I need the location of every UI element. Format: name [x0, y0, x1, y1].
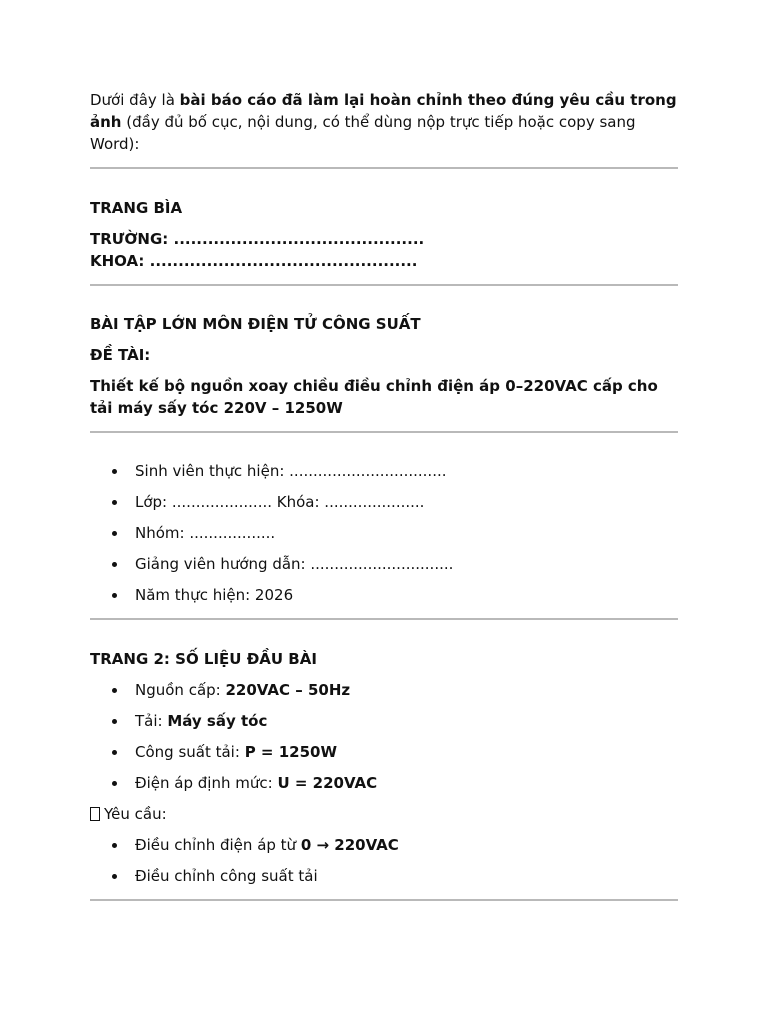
specs-list: [90, 679, 678, 803]
bullet-icon: [112, 719, 117, 724]
intro-paragraph: [90, 89, 678, 155]
list-item: [90, 834, 678, 865]
spec-label: Nguồn cấp:: [135, 681, 226, 699]
spec-value: P = 1250W: [244, 743, 337, 761]
list-item: [90, 460, 678, 491]
bullet-icon: [112, 688, 117, 693]
course-title: BÀI TẬP LỚN MÔN ĐIỆN TỬ CÔNG SUẤT: [90, 315, 421, 333]
topic-title: Thiết kế bộ nguồn xoay chiều điều chỉnh điện áp 0–220VAC cấp cho tải máy sấy tóc 220V – 1250W: [90, 377, 658, 417]
bullet-icon: [112, 781, 117, 786]
school-line: TRƯỜNG: ............................................: [90, 230, 425, 248]
specs-heading: TRANG 2: SỐ LIỆU ĐẦU BÀI: [90, 650, 317, 668]
list-item-text: Giảng viên hướng dẫn: ..............................: [135, 555, 454, 573]
bullet-icon: [112, 562, 117, 567]
spec-label: Tải:: [135, 712, 168, 730]
document-content: [90, 89, 678, 901]
divider: [90, 167, 678, 169]
divider: [90, 284, 678, 286]
bullet-icon: [112, 750, 117, 755]
missing-glyph-icon: [90, 807, 100, 821]
list-item: [90, 491, 678, 522]
list-item: [90, 772, 678, 803]
spec-label: Điện áp định mức:: [135, 774, 278, 792]
divider: [90, 899, 678, 901]
spec-label: Công suất tải:: [135, 743, 245, 761]
bullet-icon: [112, 500, 117, 505]
bullet-icon: [112, 593, 117, 598]
intro-bold: bài báo cáo đã làm lại hoàn chỉnh theo đúng yêu cầu trong ảnh: [90, 91, 677, 131]
bullet-icon: [112, 469, 117, 474]
requirements-label: [90, 803, 678, 834]
spec-value: U = 220VAC: [277, 774, 378, 792]
list-item-text: Nhóm: ..................: [135, 524, 276, 542]
requirement-label: Điều chỉnh điện áp từ: [135, 836, 301, 854]
divider: [90, 618, 678, 620]
list-item-text: Lớp: ..................... Khóa: .....................: [135, 493, 425, 511]
requirement-label: Điều chỉnh công suất tải: [135, 867, 318, 885]
list-item-text: Sinh viên thực hiện: .................................: [135, 462, 447, 480]
list-item: [90, 741, 678, 772]
student-info-list: [90, 460, 678, 606]
intro-suffix: (đầy đủ bố cục, nội dung, có thể dùng nộp trực tiếp hoặc copy sang Word):: [90, 113, 636, 153]
spec-value: 220VAC – 50Hz: [225, 681, 351, 699]
faculty-line: KHOA: ...............................................: [90, 252, 418, 270]
list-item-text: Năm thực hiện: 2026: [135, 586, 294, 604]
list-item: [90, 522, 678, 553]
divider: [90, 431, 678, 433]
cover-heading: TRANG BÌA: [90, 199, 183, 217]
requirements-label-text: Yêu cầu:: [104, 805, 167, 823]
list-item: [90, 865, 678, 887]
bullet-icon: [112, 843, 117, 848]
spec-value: Máy sấy tóc: [167, 712, 268, 730]
requirement-value: 0 → 220VAC: [300, 836, 399, 854]
requirements-list: [90, 834, 678, 887]
list-item: [90, 584, 678, 606]
intro-prefix: Dưới đây là: [90, 91, 180, 109]
topic-label: ĐỀ TÀI:: [90, 346, 151, 364]
list-item: [90, 553, 678, 584]
bullet-icon: [112, 874, 117, 879]
list-item: [90, 679, 678, 710]
list-item: [90, 710, 678, 741]
bullet-icon: [112, 531, 117, 536]
